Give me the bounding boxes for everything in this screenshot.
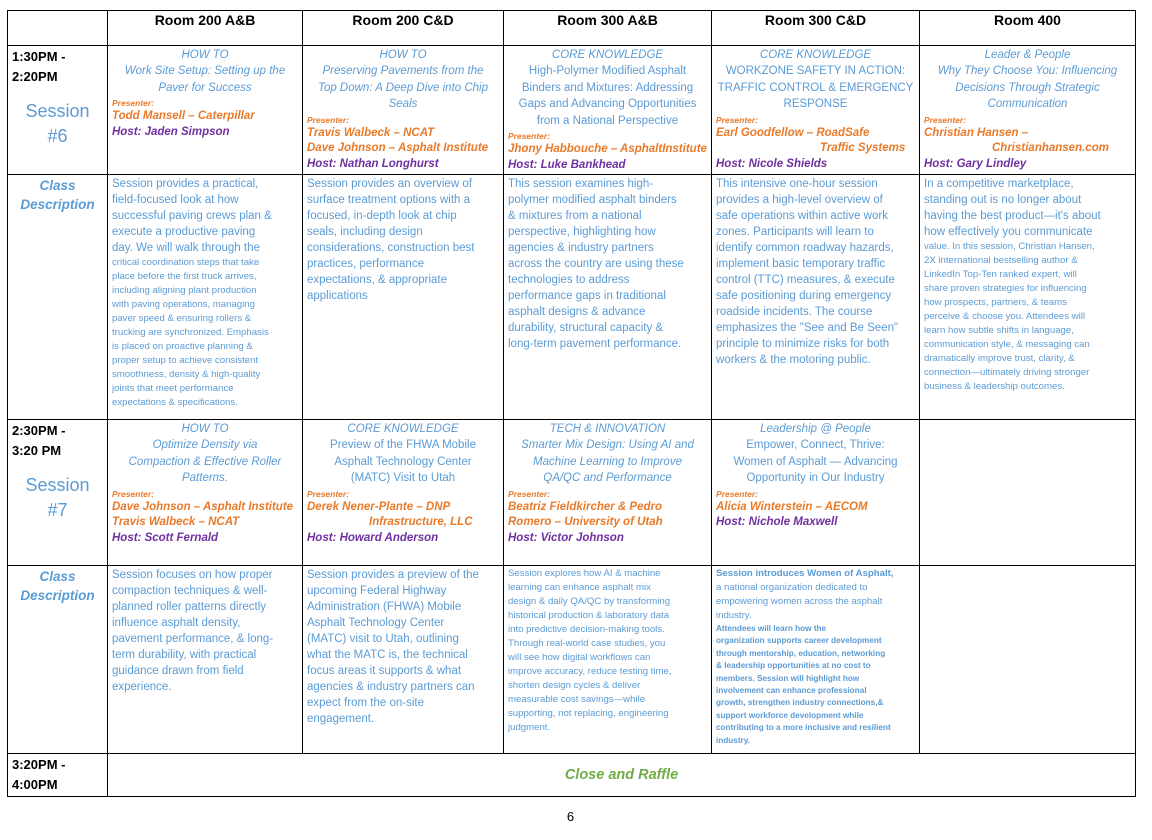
track-label: Leader & People <box>984 49 1071 61</box>
time-cell <box>8 46 108 175</box>
presenter-label: Presenter: <box>924 114 967 125</box>
class-description: Session provides a preview of the upcoming Federal Highway Administration (FHWA) Mobile Asphalt Technology Center (MATC) visit to Utah, outlining what the MATC is, the technical focus areas it supports & what agencies & industry partners can expect from the on-site engagement. <box>307 569 479 725</box>
class-cell <box>920 46 1136 175</box>
time-end: 2:20PM <box>12 69 58 84</box>
description-cell <box>303 175 504 420</box>
corner-cell <box>8 11 108 46</box>
session-row <box>8 420 1136 566</box>
schedule-table <box>7 10 1136 797</box>
class-cell <box>303 420 504 566</box>
class-title: WORKZONE SAFETY IN ACTION: TRAFFIC CONTROL & EMERGENCY RESPONSE <box>717 65 914 110</box>
presenter-name: Alicia Winterstein – AECOM <box>716 500 868 513</box>
room-header: Room 300 C&D <box>712 11 920 46</box>
room-header: Room 300 A&B <box>504 11 712 46</box>
description-row <box>8 175 1136 420</box>
class-cell <box>108 46 303 175</box>
track-label: HOW TO <box>181 49 229 61</box>
time-start: 2:30PM - <box>12 423 66 438</box>
session-word: Session <box>25 475 90 495</box>
presenter-name: Travis Walbeck – NCAT <box>112 516 240 528</box>
track-label: HOW TO <box>181 423 229 435</box>
class-description: Session explores how AI & machine learning can enhance asphalt mix design & daily QA/QC by transforming historical production & laboratory data into predictive decision-making tools. Through real-world case studies, you will see how digital workflows can improve accuracy, reduce testing time, shorten design cycles & deliver measurable cost savings—while supporting, not replacing, engineering judgment. <box>508 568 672 733</box>
time-start: 3:20PM - <box>12 757 66 772</box>
class-cell <box>303 46 504 175</box>
session-label <box>12 473 103 523</box>
session-number: #7 <box>47 500 68 520</box>
session-word: Session <box>25 101 90 121</box>
track-label: CORE KNOWLEDGE <box>551 49 664 61</box>
class-cell <box>504 420 712 566</box>
class-cell <box>108 420 303 566</box>
description-cell <box>712 566 920 754</box>
page-number: 6 <box>566 809 575 824</box>
presenter-name: Jhony Habbouche – AsphaltInstitute <box>508 143 707 155</box>
class-title: Preserving Pavements from the Top Down: A Deep Dive into Chip Seals <box>317 65 489 110</box>
class-title: Preview of the FHWA Mobile Asphalt Technology Center (MATC) Visit to Utah <box>330 439 476 484</box>
description-cell <box>108 175 303 420</box>
header-row <box>8 11 1136 46</box>
room-header: Room 400 <box>920 11 1136 46</box>
track-label: Leadership @ People <box>760 423 871 435</box>
presenter-name: Dave Johnson – Asphalt Institute <box>307 142 489 154</box>
description-cell <box>504 175 712 420</box>
host-name: Host: Victor Johnson <box>508 531 624 544</box>
presenter-name: Travis Walbeck – NCAT <box>307 126 435 139</box>
host-name: Host: Jaden Simpson <box>112 125 230 138</box>
presenter-name: Traffic Systems <box>820 142 906 154</box>
description-label: Class Description <box>8 175 108 420</box>
presenter-label: Presenter: <box>307 488 350 499</box>
presenter-name: Derek Nener-Plante – DNP <box>307 500 451 513</box>
session-row <box>8 46 1136 175</box>
class-description-cont: critical coordination steps that take place before the first truck arrives, including aligning plant production with paving operations, managing paver speed & ensuring rollers & trucking are synchronized. Emphasis is placed on proactive planning & proper setup to achieve consistent smoothness, density & high-quality joints that meet performance expectations & specifications. <box>112 257 269 408</box>
presenter-label: Presenter: <box>112 98 155 108</box>
presenter-name: Dave Johnson – Asphalt Institute <box>112 500 294 513</box>
presenter-label: Presenter: <box>716 114 759 125</box>
time-start: 1:30PM - <box>12 49 66 64</box>
presenter-label: Presenter: <box>716 488 759 499</box>
description-cell <box>108 566 303 754</box>
track-label: CORE KNOWLEDGE <box>759 49 872 61</box>
class-description: Session provides an overview of surface treatment options with a focused, in-depth look at chip seals, including design considerations, construction best practices, performance expectations, & appropriate applications <box>307 178 475 302</box>
track-label: TECH & INNOVATION <box>549 423 666 435</box>
host-name: Host: Gary Lindley <box>924 157 1027 170</box>
class-cell <box>712 420 920 566</box>
time-cell <box>8 754 108 797</box>
description-cell <box>920 175 1136 420</box>
class-title: Work Site Setup: Setting up the Paver for Success <box>124 65 286 94</box>
description-cell <box>303 566 504 754</box>
class-description: This session examines high- polymer modified asphalt binders & mixtures from a national perspective, highlighting how agencies & industry partners across the country are using these technologies to address performance gaps in traditional asphalt designs & advance durability, structural capacity & long-term pavement performance. <box>508 178 684 350</box>
presenter-label: Presenter: <box>112 488 155 499</box>
time-end: 3:20 PM <box>12 443 62 458</box>
class-description: Session provides a practical, field-focused look at how successful paving crews plan & execute a productive paving day. We will walk through the <box>112 178 272 254</box>
room-header: Room 200 A&B <box>108 11 303 46</box>
class-title: Optimize Density via Compaction & Effective Roller Patterns. <box>128 439 282 484</box>
presenter-name: Christian Hansen – <box>924 126 1029 139</box>
presenter-name: Christianhansen.com <box>992 142 1109 154</box>
host-name: Host: Howard Anderson <box>307 531 439 544</box>
session-label <box>12 99 103 149</box>
time-end: 4:00PM <box>12 777 58 792</box>
class-title: Why They Choose You: Influencing Decisions Through Strategic Communication <box>937 65 1118 110</box>
description-cell <box>712 175 920 420</box>
track-label: HOW TO <box>379 49 427 61</box>
presenter-label: Presenter: <box>508 488 551 499</box>
presenter-label: Presenter: <box>307 114 350 125</box>
presenter-name: Todd Mansell – Caterpillar <box>112 110 255 122</box>
class-description: This intensive one-hour session provides a high-level overview of safe operations within active work zones. Participants will learn to identify common roadway hazards, implement basic temporary traffic control (TTC) measures, & execute safe positioning during emergency roadside incidents. The course emphasizes the "See and Be Seen" principle to minimize risks for both workers & the motoring public. <box>716 178 899 366</box>
description-cell <box>504 566 712 754</box>
presenter-name: Infrastructure, LLC <box>369 516 473 528</box>
class-title: High-Polymer Modified Asphalt Binders and Mixtures: Addressing Gaps and Advancing Opportunities from a National Perspective <box>518 65 697 127</box>
description-row <box>8 566 1136 754</box>
empty-cell <box>920 420 1136 566</box>
description-label: Class Description <box>8 566 108 754</box>
host-name: Host: Luke Bankhead <box>508 158 626 171</box>
track-label: CORE KNOWLEDGE <box>347 423 459 435</box>
time-cell <box>8 420 108 566</box>
presenter-name: Earl Goodfellow – RoadSafe <box>716 126 870 139</box>
class-title: Empower, Connect, Thrive: Women of Asphalt — Advancing Opportunity in Our Industry <box>733 439 898 484</box>
closing-row <box>8 754 1136 797</box>
room-header: Room 200 C&D <box>303 11 504 46</box>
host-name: Host: Scott Fernald <box>112 531 219 544</box>
presenter-name: Beatriz Fieldkircher & Pedro <box>508 500 663 513</box>
host-name: Host: Nathan Longhurst <box>307 157 439 170</box>
host-name: Host: Nicole Shields <box>716 157 828 170</box>
presenter-label: Presenter: <box>508 131 551 141</box>
closing-label: Close and Raffle <box>108 754 1136 797</box>
class-title: Smarter Mix Design: Using AI and Machine Learning to Improve QA/QC and Performance <box>521 439 694 484</box>
class-description: Session focuses on how proper compaction techniques & well- planned roller patterns directly influence asphalt density, pavement performance, & long- term durability, with practical guidance drawn from field experience. <box>112 569 274 693</box>
host-name: Host: Nichole Maxwell <box>716 516 838 528</box>
session-number: #6 <box>47 126 68 146</box>
class-description: In a competitive marketplace, standing out is no longer about having the best product—it's about how effectively you communicate <box>924 178 1101 238</box>
class-description-cont: value. In this session, Christian Hansen, 2X international bestselling author & LinkedIn Top-Ten ranked expert, will share proven strategies for influencing how prospects, partners, & teams perceive & choose you. Attendees will learn how subtle shifts in language, communication style, & messaging can dramatically improve trust, clarity, & connection—ultimately driving stronger business & leadership outcomes. <box>924 241 1095 392</box>
class-description: Attendees will learn how the organization supports career development through mentorship, education, networking & leadership opportunities at no cost to members. Session will highlight how involvement can enhance professional growth, strengthen industry connections,& support workforce development while contributing to a more inclusive and resilient industry. <box>716 624 891 745</box>
class-description-lead: Session introduces Women of Asphalt, a national organization dedicated to empowering women across the asphalt industry. <box>716 568 894 621</box>
empty-cell <box>920 566 1136 754</box>
class-cell <box>712 46 920 175</box>
class-cell <box>504 46 712 175</box>
presenter-name: Romero – University of Utah <box>508 516 663 528</box>
